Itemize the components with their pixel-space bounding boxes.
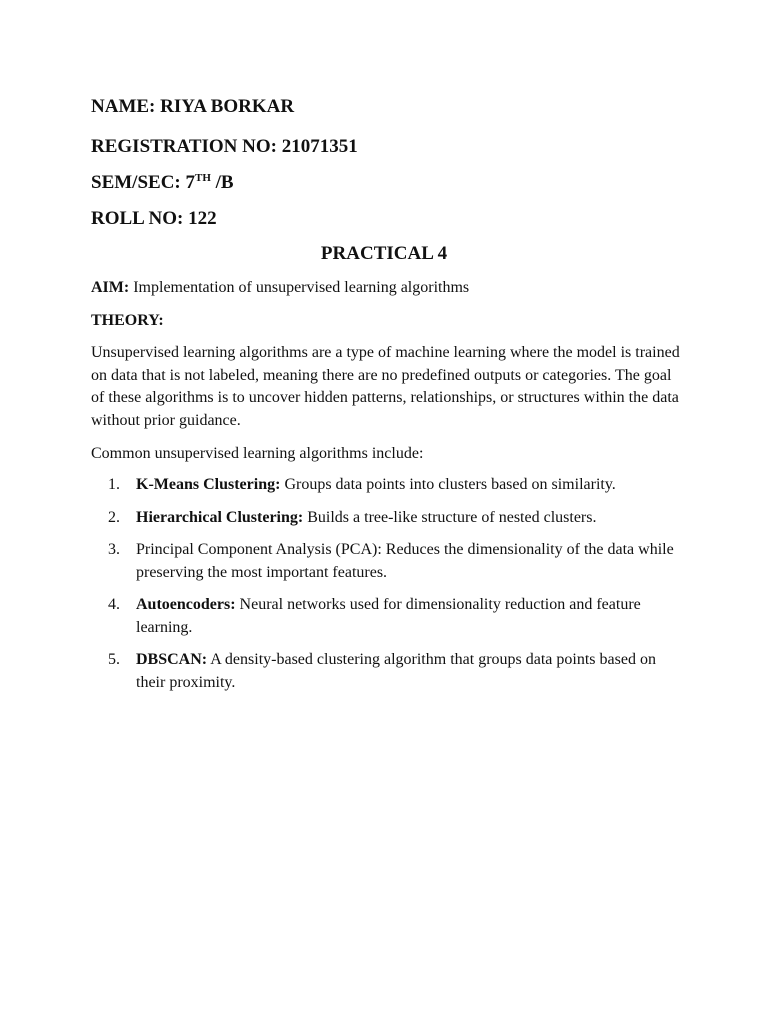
list-item-number: 2.	[108, 508, 120, 526]
list-item-term: Autoencoders:	[136, 596, 236, 613]
list-intro: Common unsupervised learning algorithms include:	[91, 445, 424, 462]
list-item	[91, 474, 691, 497]
list-item	[91, 649, 691, 694]
theory-heading: THEORY:	[91, 312, 164, 329]
aim-text: Implementation of unsupervised learning algorithms	[129, 279, 470, 296]
roll-number: ROLL NO: 122	[91, 208, 217, 229]
list-item	[91, 539, 691, 584]
list-item-desc: Groups data points into clusters based on similarity.	[280, 476, 616, 493]
list-item-number: 3.	[108, 541, 120, 558]
list-item	[91, 594, 691, 639]
list-item-number: 1.	[108, 476, 120, 493]
aim-label: AIM:	[91, 279, 130, 296]
semester-section	[91, 171, 234, 195]
page-title: PRACTICAL 4	[320, 243, 448, 264]
sem-prefix: SEM/SEC: 7	[91, 172, 195, 193]
list-item-term: DBSCAN:	[136, 651, 208, 668]
list-item-number: 5.	[108, 651, 120, 668]
list-item-desc: Principal Component Analysis (PCA): Reduces the dimensionality of the data while preserving the most important features.	[136, 541, 674, 581]
theory-paragraph: Unsupervised learning algorithms are a type of machine learning where the model is trained on data that is not labeled, meaning there are no predefined outputs or categories. The goal of these algorithms is to uncover hidden patterns, relationships, or structures within the data without prior guidance.	[91, 344, 680, 429]
list-item	[91, 507, 691, 530]
list-item-term: K-Means Clustering:	[136, 476, 281, 493]
list-item-desc: Builds a tree-like structure of nested clusters.	[303, 508, 597, 526]
registration-number: REGISTRATION NO: 21071351	[91, 136, 358, 157]
list-item-term: Hierarchical Clustering:	[136, 508, 304, 526]
algorithm-list	[91, 474, 691, 704]
sem-superscript: TH	[195, 172, 211, 184]
list-item-desc: Neural networks used for dimensionality reduction and feature learning.	[136, 596, 641, 636]
list-item-number: 4.	[108, 596, 120, 613]
aim-line	[91, 277, 469, 299]
sem-suffix: /B	[210, 172, 234, 193]
student-name: NAME: RIYA BORKAR	[91, 96, 295, 117]
list-item-desc: A density-based clustering algorithm that groups data points based on their proximity.	[136, 651, 656, 691]
